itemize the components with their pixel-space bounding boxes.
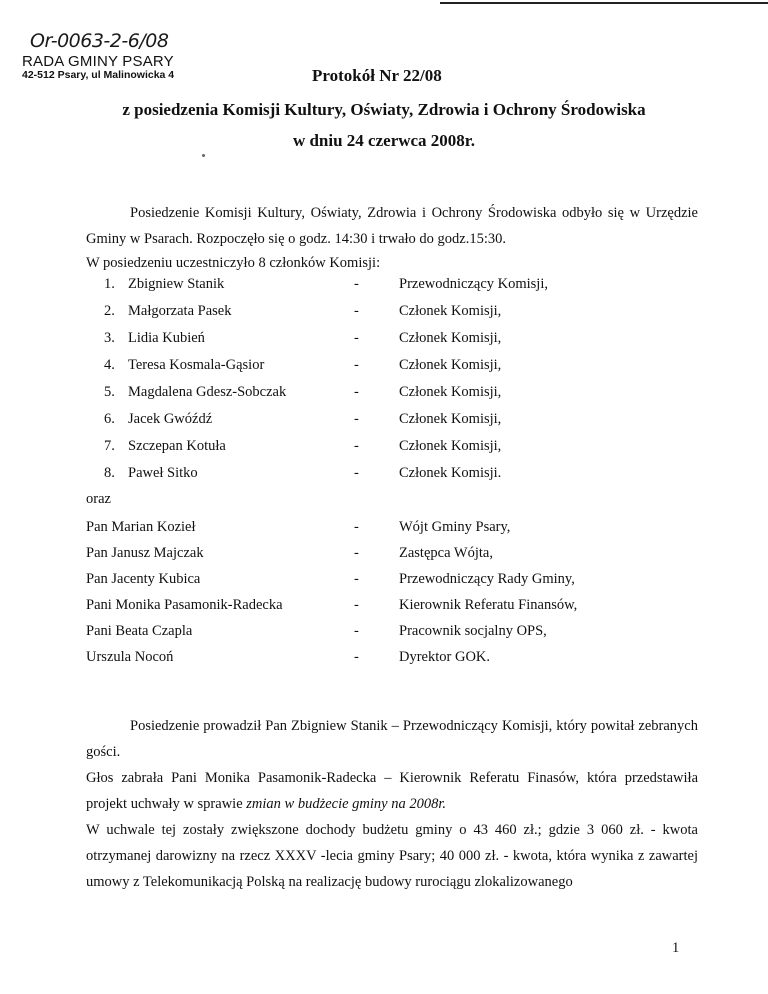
- member-name: Małgorzata Pasek: [128, 303, 232, 319]
- top-edge-line: [440, 2, 768, 4]
- member-name: Zbigniew Stanik: [128, 276, 225, 292]
- protocol-subtitle: z posiedzenia Komisji Kultury, Oświaty, Zdrowia i Ochrony Środowiska: [122, 100, 646, 119]
- member-role: Członek Komisji,: [399, 357, 502, 373]
- member-number: 4.: [104, 357, 115, 373]
- member-number: 5.: [104, 384, 115, 400]
- member-name: Teresa Kosmala-Gąsior: [128, 357, 265, 373]
- page-number: 1: [672, 940, 680, 956]
- member-name: Jacek Gwóźdź: [128, 411, 213, 427]
- member-name: Paweł Sitko: [128, 465, 198, 481]
- separator-dash: -: [354, 276, 359, 292]
- member-number: 8.: [104, 465, 115, 481]
- separator-dash: -: [354, 303, 359, 319]
- intro-paragraph: Posiedzenie Komisji Kultury, Oświaty, Zdrowia i Ochrony Środowiska odbyło się w Urzędzie Gminy w Psarach. Rozpoczęło się o godz. 14:30 i trwało do godz.15:30.: [86, 205, 698, 247]
- guest-name: Pani Beata Czapla: [86, 623, 193, 639]
- separator-dash: -: [354, 571, 359, 587]
- guest-role: Wójt Gminy Psary,: [399, 519, 511, 535]
- oraz-label: oraz: [86, 491, 111, 507]
- body-paragraph-2: [86, 765, 698, 817]
- separator-dash: -: [354, 545, 359, 561]
- member-number: 7.: [104, 438, 115, 454]
- guest-name: Pan Marian Kozieł: [86, 519, 196, 535]
- guest-role: Przewodniczący Rady Gminy,: [399, 571, 575, 587]
- scan-speck: [202, 154, 205, 157]
- guest-role: Pracownik socjalny OPS,: [399, 623, 547, 639]
- guest-role: Zastępca Wójta,: [399, 545, 493, 561]
- member-role: Członek Komisji,: [399, 438, 502, 454]
- separator-dash: -: [354, 357, 359, 373]
- organization-address: 42-512 Psary, ul Malinowicka 4: [22, 69, 175, 81]
- member-number: 6.: [104, 411, 115, 427]
- member-name: Magdalena Gdesz-Sobczak: [128, 384, 287, 400]
- member-number: 3.: [104, 330, 115, 346]
- guest-name: Pan Janusz Majczak: [86, 545, 204, 561]
- organization-header: [22, 54, 174, 81]
- separator-dash: -: [354, 465, 359, 481]
- body-paragraph-3: W uchwale tej zostały zwiększone dochody budżetu gminy o 43 460 zł.; gdzie 3 060 zł. - kwota otrzymanej darowizny na rzecz XXXV -lecia gminy Psary; 40 000 zł. - kwota, która wynika z zawartej umowy z Telekomunikacją Polską na realizację budowy rurociągu zlokalizowanego: [86, 822, 698, 890]
- member-role: Członek Komisji.: [399, 465, 502, 481]
- resolution-subject: zmian w budżecie gminy na 2008r.: [246, 796, 447, 812]
- member-role: Członek Komisji,: [399, 303, 502, 319]
- guest-name: Urszula Nocoń: [86, 649, 174, 665]
- body-paragraph-1: Posiedzenie prowadził Pan Zbigniew Stanik – Przewodniczący Komisji, który powitał zebranych gości.: [86, 718, 698, 760]
- guest-role: Dyrektor GOK.: [399, 649, 491, 665]
- meeting-date: w dniu 24 czerwca 2008r.: [292, 131, 476, 150]
- member-number: 2.: [104, 303, 115, 319]
- paragraph-text: Głos zabrała Pani Monika Pasamonik-Radecka – Kierownik Referatu Finasów, która przedstawiła projekt uchwały w sprawie: [86, 770, 698, 812]
- separator-dash: -: [354, 411, 359, 427]
- attendance-line: W posiedzeniu uczestniczyło 8 członków Komisji:: [86, 255, 381, 271]
- handwritten-reference: Or-0063-2-6/08: [30, 30, 169, 52]
- member-number: 1.: [104, 276, 115, 292]
- member-name: Szczepan Kotuła: [128, 438, 226, 454]
- separator-dash: -: [354, 649, 359, 665]
- separator-dash: -: [354, 623, 359, 639]
- member-role: Członek Komisji,: [399, 384, 502, 400]
- guest-role: Kierownik Referatu Finansów,: [399, 597, 578, 613]
- member-role: Przewodniczący Komisji,: [399, 276, 548, 292]
- protocol-title: Protokół Nr 22/08: [312, 66, 442, 85]
- separator-dash: -: [354, 597, 359, 613]
- member-role: Członek Komisji,: [399, 411, 502, 427]
- separator-dash: -: [354, 330, 359, 346]
- organization-name: RADA GMINY PSARY: [22, 53, 174, 70]
- separator-dash: -: [354, 519, 359, 535]
- separator-dash: -: [354, 438, 359, 454]
- guest-name: Pan Jacenty Kubica: [86, 571, 201, 587]
- guest-name: Pani Monika Pasamonik-Radecka: [86, 597, 283, 613]
- separator-dash: -: [354, 384, 359, 400]
- member-name: Lidia Kubień: [128, 330, 205, 346]
- member-role: Członek Komisji,: [399, 330, 502, 346]
